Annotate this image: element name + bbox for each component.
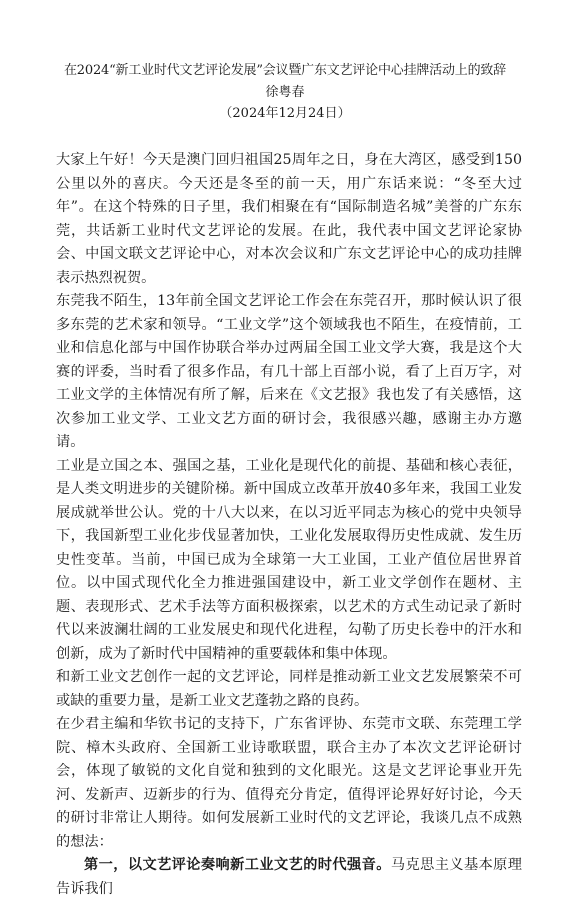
paragraph-point-one — [56, 854, 522, 901]
paragraph-criticism: 和新工业文艺创作一起的文艺评论，同样是推动新工业文艺发展繁荣不可或缺的重要力量，是新工业文艺蓬勃之路的良药。 — [56, 669, 522, 709]
speech-body — [56, 149, 522, 901]
point-one-text: 马克思主义基本原理告诉我们 — [56, 857, 522, 897]
paragraph-industry: 工业是立国之本、强国之基，工业化是现代化的前提、基础和核心表征，是人类文明进步的关键阶梯。新中国成立改革开放40多年来，我国工业发展成就举世公认。党的十八大以来，在以习近平同志为核心的党中央领导下，我国新型工业化步伐显著加快，工业化发展取得历史性成就、发生历史性变革。当前，中国已成为全球第一大工业国，工业产值位居世界首位。以中国式现代化全力推进强国建设中，新工业文学创作在题材、主题、表现形式、艺术手法等方面积极探索，以艺术的方式生动记录了新时代以来波澜壮阔的工业发展史和现代化进程，勾勒了历史长卷中的汗水和创新，成为了新时代中国精神的重要载体和集中体现。 — [56, 457, 522, 662]
speech-date: （2024年12月24日） — [219, 106, 351, 121]
speech-title: 在2024“新工业时代文艺评论发展”会议暨广东文艺评论中心挂牌活动上的致辞 — [64, 63, 506, 78]
point-one-heading: 第一，以文艺评论奏响新工业文艺的时代强音。 — [84, 857, 391, 873]
paragraph-dongguan: 东莞我不陌生，13年前全国文艺评论工作会在东莞召开，那时候认识了很多东莞的艺术家和领导。“工业文学”这个领域我也不陌生，在疫情前，工业和信息化部与中国作协联合举办过两届全国工业文学大赛，我是这个大赛的评委，当时看了很多作品，有几十部上百部小说，看了上百万字，对工业文学的主体情况有所了解，后来在《文艺报》我也发了有关感悟，这次参加工业文学、工业文艺方面的研讨会，我很感兴趣，感谢主办方邀请。 — [56, 293, 522, 450]
paragraph-greeting: 大家上午好！今天是澳门回归祖国25周年之日，身在大湾区，感受到150公里以外的喜庆。今天还是冬至的前一天，用广东话来说：“冬至大过年”。在这个特殊的日子里，我们相聚在有“国际制造名城”美誉的广东东莞，共话新工业时代文艺评论的发展。在此，我代表中国文艺评论家协会、中国文联文艺评论中心，对本次会议和广东文艺评论中心的成功挂牌表示热烈祝贺。 — [56, 152, 522, 286]
speaker-name: 徐粤春 — [265, 85, 305, 100]
paragraph-organizers: 在少君主编和华钦书记的支持下，广东省评协、东莞市文联、东莞理工学院、樟木头政府、全国新工业诗歌联盟，联合主办了本次文艺评论研讨会，体现了敏锐的文化自觉和独到的文化眼光。这是文艺评论事业开先河、发新声、迈新步的行为、值得充分肯定，值得评论界好好讨论，今天的研讨非常让人期待。如何发展新工业时代的文艺评论，我谈几点不成熟的想法： — [56, 716, 522, 850]
